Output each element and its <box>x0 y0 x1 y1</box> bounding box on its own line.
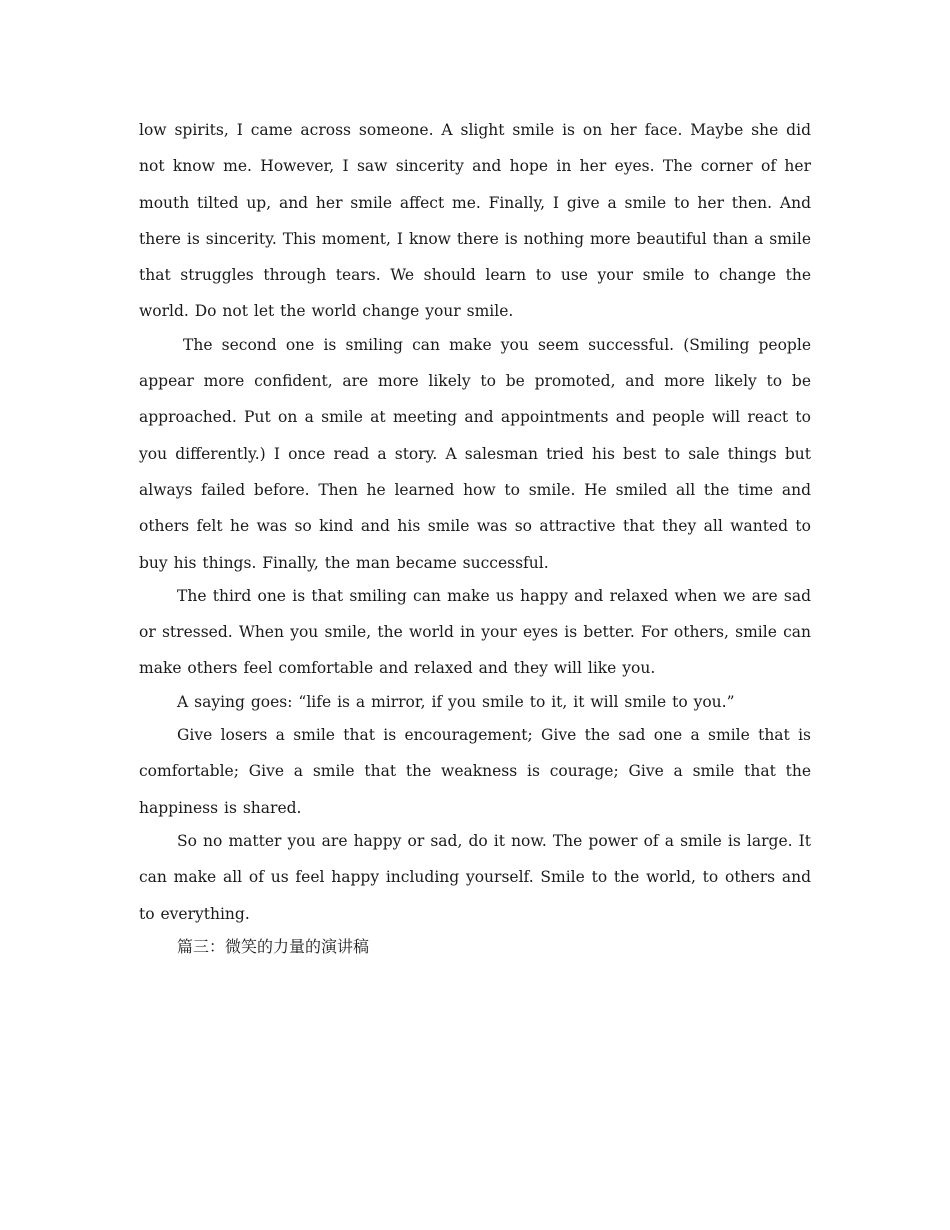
paragraph-third-reason: The third one is that smiling can make us happy and relaxed when we are sad or stressed. When you smile, the world in your eyes is better. For others, smile can make others feel comfortable and relaxed and they will like you. <box>139 586 811 678</box>
paragraph-second-reason: The second one is smiling can make you seem successful. (Smiling people appear more confident, are more likely to be promoted, and more likely to be approached. Put on a smile at meeting and appointments and people will react to you differently.) I once read a story. A salesman tried his best to sale things but always failed before. Then he learned how to smile. He smiled all the time and others felt he was so kind and his smile was so attractive that they all wanted to buy his things. Finally, the man became successful. <box>139 335 811 572</box>
document-body <box>139 112 811 965</box>
paragraph-conclusion: So no matter you are happy or sad, do it now. The power of a smile is large. It can make all of us feel happy including yourself. Smile to the world, to others and to everything. <box>139 831 811 923</box>
section-heading: 篇三：微笑的力量的演讲稿 <box>177 936 370 956</box>
paragraph-saying: A saying goes: “life is a mirror, if you smile to it, it will smile to you.” <box>177 692 735 711</box>
paragraph-give-smile: Give losers a smile that is encouragement; Give the sad one a smile that is comfortable; Give a smile that the weakness is courage; Give a smile that the happiness is shared. <box>139 726 811 817</box>
paragraph-low-spirits: low spirits, I came across someone. A slight smile is on her face. Maybe she did not know me. However, I saw sincerity and hope in her eyes. The corner of her mouth tilted up, and her smile affect me. Finally, I give a smile to her then. And there is sincerity. This moment, I know there is nothing more beautiful than a smile that struggles through tears. We should learn to use your smile to change the world. Do not let the world change your smile. <box>139 121 811 321</box>
